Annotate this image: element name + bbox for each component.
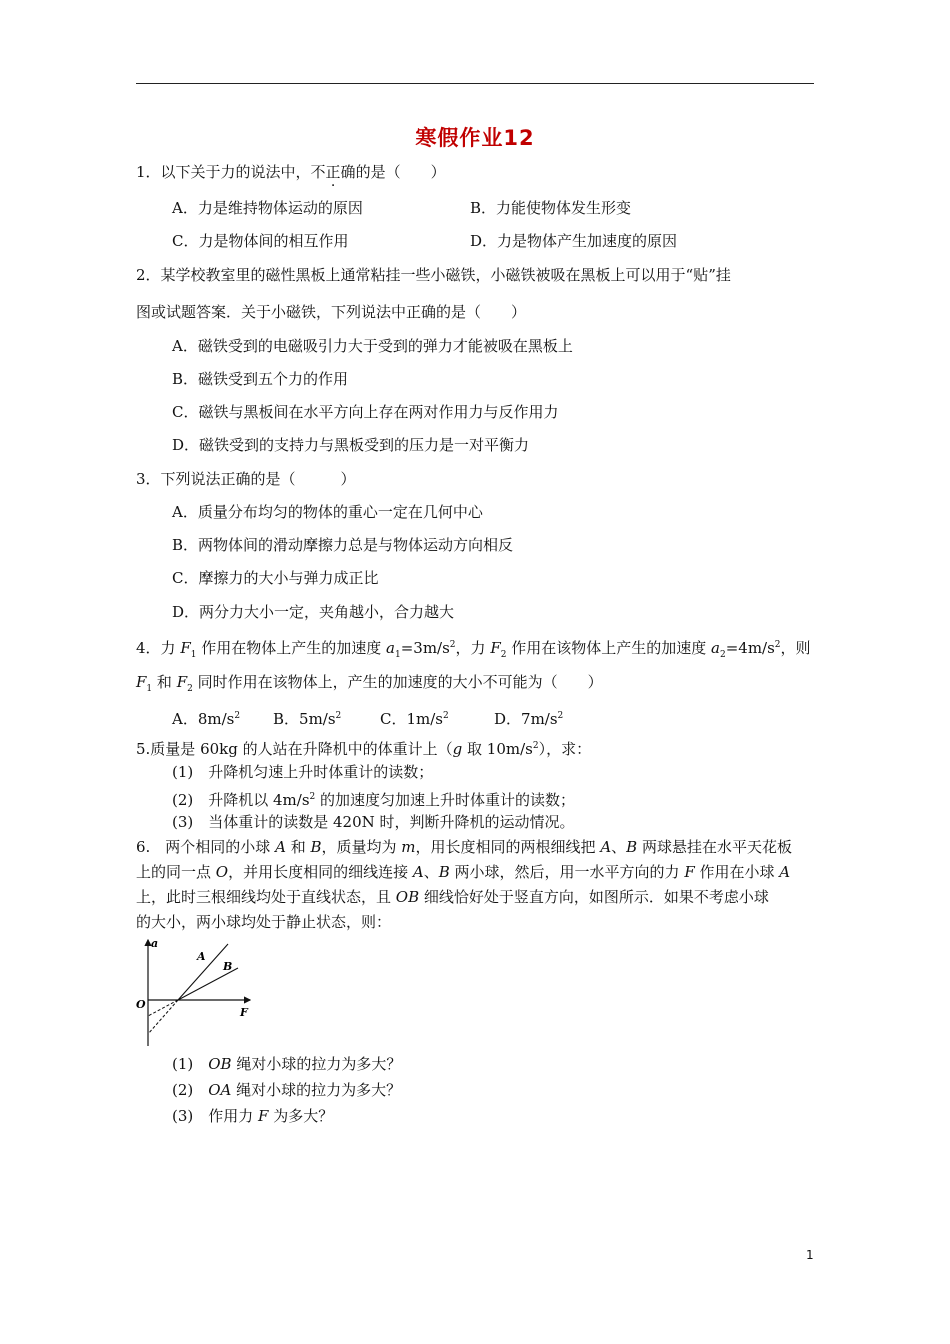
page-title: 寒假作业12: [415, 126, 535, 150]
question-6-line2: 上的同一点 O，并用长度相同的细线连接 A、B 两小球，然后，用一水平方向的力 F 作用在小球 A: [136, 863, 791, 881]
question-4-line2: $F_1$ 和 $F_2$ 同时作用在该物体上，产生的加速度的大小不可能为（ ）: [136, 673, 603, 694]
q1-option-b: B．力能使物体发生形变: [470, 199, 632, 217]
q4-option-a: A．$8m/s^2$: [172, 710, 241, 728]
line-label-b: B: [223, 960, 233, 973]
q4-option-c: C．$1m/s^2$: [380, 710, 449, 728]
line-label-a: A: [197, 950, 206, 963]
q5-item-1: (1) 升降机匀速上升时体重计的读数；: [172, 763, 434, 781]
q3-option-b: B．两物体间的滑动摩擦力总是与物体运动方向相反: [172, 536, 514, 554]
page-number: 1: [806, 1248, 814, 1262]
header-rule: [136, 83, 814, 84]
q5-item-3: (3) 当体重计的读数是 420N 时，判断升降机的运动情况。: [172, 813, 575, 831]
question-6-line3: 上，此时三根细线均处于直线状态，且 OB 细线恰好处于竖直方向，如图所示．如果不考虑小球: [136, 888, 769, 906]
q4-option-b: B．$5m/s^2$: [273, 710, 342, 728]
q5-item-2: (2) 升降机以 $4m/s^2$ 的加速度匀加速上升时体重计的读数；: [172, 791, 576, 809]
q6-item-1: (1) OB 绳对小球的拉力为多大？: [172, 1055, 402, 1073]
q1-option-d: D．力是物体产生加速度的原因: [470, 232, 678, 250]
question-3-stem: 3．下列说法正确的是（ ）: [136, 470, 356, 488]
q2-option-d: D．磁铁受到的支持力与黑板受到的压力是一对平衡力: [172, 436, 530, 454]
q1-option-a: A．力是维持物体运动的原因: [172, 199, 363, 217]
q2-option-c: C．磁铁与黑板间在水平方向上存在两对作用力与反作用力: [172, 403, 559, 421]
origin-label: O: [136, 998, 146, 1011]
a-f-graph: [136, 936, 256, 1048]
q4-option-d: D．$7m/s^2$: [494, 710, 564, 728]
q2-option-b: B．磁铁受到五个力的作用: [172, 370, 349, 388]
question-4-line1: 4．力 $F_1$ 作用在物体上产生的加速度 $a_1=3m/s^2$，力 $F_2$ 作用在该物体上产生的加速度 $a_2=4m/s^2$，则: [136, 639, 811, 660]
question-6-line4: 的大小，两小球均处于静止状态，则：: [136, 913, 392, 931]
question-1-stem: 1．以下关于力的说法中，不正确的是（ ）: [136, 163, 446, 181]
emphasis-not-correct: 不正确: [310, 163, 356, 181]
q3-option-c: C．摩擦力的大小与弹力成正比: [172, 569, 379, 587]
q6-item-2: (2) OA 绳对小球的拉力为多大？: [172, 1081, 402, 1099]
line-a-extension: [148, 1000, 178, 1034]
axis-label-f: F: [240, 1006, 248, 1019]
q2-option-a: A．磁铁受到的电磁吸引力大于受到的弹力才能被吸在黑板上: [172, 337, 573, 355]
q3-option-a: A．质量分布均匀的物体的重心一定在几何中心: [172, 503, 483, 521]
question-5-stem: 5.质量是 60kg 的人站在升降机中的体重计上（g 取 $10m/s^2$），求：: [136, 740, 592, 758]
q3-option-d: D．两分力大小一定，夹角越小，合力越大: [172, 603, 455, 621]
q1-option-c: C．力是物体间的相互作用: [172, 232, 349, 250]
question-2-line1: 2．某学校教室里的磁性黑板上通常粘挂一些小磁铁，小磁铁被吸在黑板上可以用于“贴”挂: [136, 266, 731, 284]
question-2-line2: 图或试题答案．关于小磁铁，下列说法中正确的是（ ）: [136, 303, 527, 321]
question-6-line1: 6. 两个相同的小球 A 和 B，质量均为 m，用长度相同的两根细线把 A、B 两球悬挂在水平天花板: [136, 838, 792, 856]
line-b-extension: [148, 1000, 178, 1016]
q6-item-3: (3) 作用力 F 为多大？: [172, 1107, 334, 1125]
axis-label-a: a: [151, 937, 159, 950]
